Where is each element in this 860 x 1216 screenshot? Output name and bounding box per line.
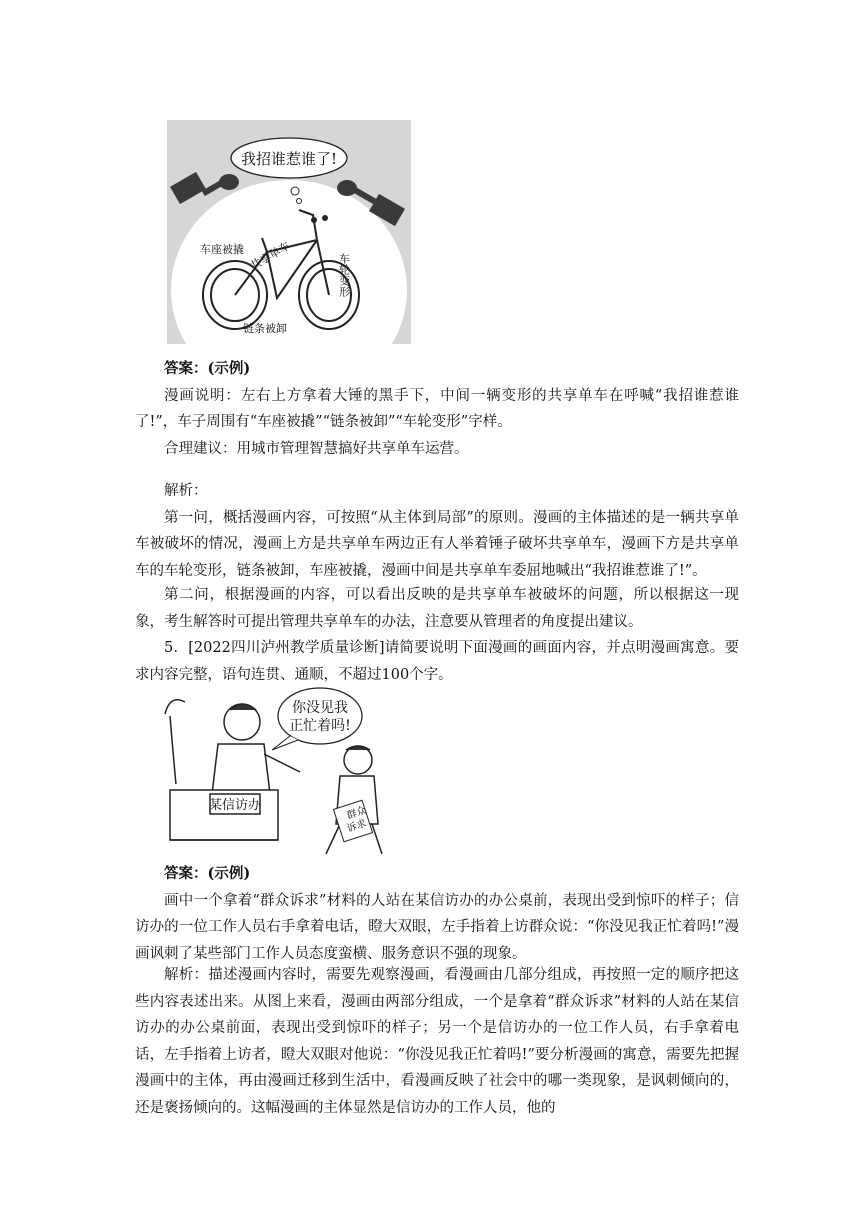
cartoon2-bubble-line2: 正忙着吗! [289, 718, 351, 734]
analysis-1-paragraph-2: 第二问，根据漫画的内容，可以看出反映的是共享单车被破坏的问题，所以根据这一现象，考生解答时可提出管理共享单车的办法，注意要从管理者的角度提出建议。 [135, 587, 739, 630]
label-chain-removed: 链条被卸 [243, 322, 287, 335]
answer-1-heading: 答案：(示例) [164, 360, 251, 377]
cartoon1-bubble-text: 我招谁惹谁了! [240, 150, 338, 168]
paper-line1: 群众 [345, 805, 368, 822]
answer-2 [135, 861, 739, 967]
analysis-1 [135, 478, 739, 584]
analysis-2-text: 解析：描述漫画内容时，需要先观察漫画，看漫画由几部分组成，再按照一定的顺序把这些内容表述出来。从图上来看，漫画由两部分组成，一个是拿着“群众诉求”材料的人站在某信访办的办公桌前面，表现出受到惊吓的样子；另一个是信访办的一位工作人员，右手拿着电话，左手指着上访者，瞪大双眼对他说：“你没见我正忙着吗!”要分析漫画的寓意，需要先把握漫画中的主体，再由漫画迁移到生活中，看漫画反映了社会中的哪一类现象，是讽刺倾向的，还是褒扬倾向的。这幅漫画的主体显然是信访办的工作人员，他的 [135, 967, 739, 1116]
analysis-1b [135, 582, 739, 635]
answer-1 [135, 356, 739, 462]
analysis-1-paragraph-1: 第一问，概括漫画内容，可按照“从主体到局部”的原则。漫画的主体描述的是一辆共享单车被破坏的情况，漫画上方是共享单车两边正有人举着锤子破坏共享单车，漫画下方是共享单车的车轮变形，链条被卸，车座被撬，漫画中间是共享单车委屈地喊出“我招谁惹谁了!”。 [135, 509, 739, 579]
answer-1-suggestion: 合理建议：用城市管理智慧搞好共享单车运营。 [164, 440, 469, 457]
label-wheel-deformed: 车轮变形 [337, 253, 351, 297]
answer-2-text: 画中一个拿着“群众诉求”材料的人站在某信访办的办公桌前，表现出受到惊吓的样子；信访办的一位工作人员右手拿着电话，瞪大双眼，左手指着上访群众说：“你没见我正忙着吗!”漫画讽刺了某些部门工作人员态度蛮横、服务意识不强的现象。 [135, 892, 739, 962]
petition-office-sign: 某信访办 [208, 798, 262, 813]
answer-1-description: 漫画说明：左右上方拿着大锤的黑手下，中间一辆变形的共享单车在呼喊“我招谁惹谁了!”，车子周围有“车座被撬”“链条被卸”“车轮变形”字样。 [135, 387, 739, 430]
cartoon2-bubble-line1: 你没见我 [292, 700, 348, 716]
answer-2-heading: 答案：(示例) [164, 865, 251, 882]
analysis-2 [135, 962, 739, 1121]
question-5-text: 5．[2022四川泸州教学质量诊断]请简要说明下面漫画的画面内容，并点明漫画寓意。要求内容完整，语句连贯、通顺，不超过100个字。 [135, 640, 739, 683]
petition-office-cartoon [160, 684, 396, 860]
analysis-1-heading: 解析： [164, 483, 208, 499]
question-5 [135, 635, 739, 688]
label-seat-removed: 车座被撬 [200, 243, 244, 256]
paper-line2: 诉求 [345, 818, 368, 835]
label-shared-bike: 共享单车 [248, 239, 293, 273]
shared-bike-cartoon [167, 120, 411, 344]
